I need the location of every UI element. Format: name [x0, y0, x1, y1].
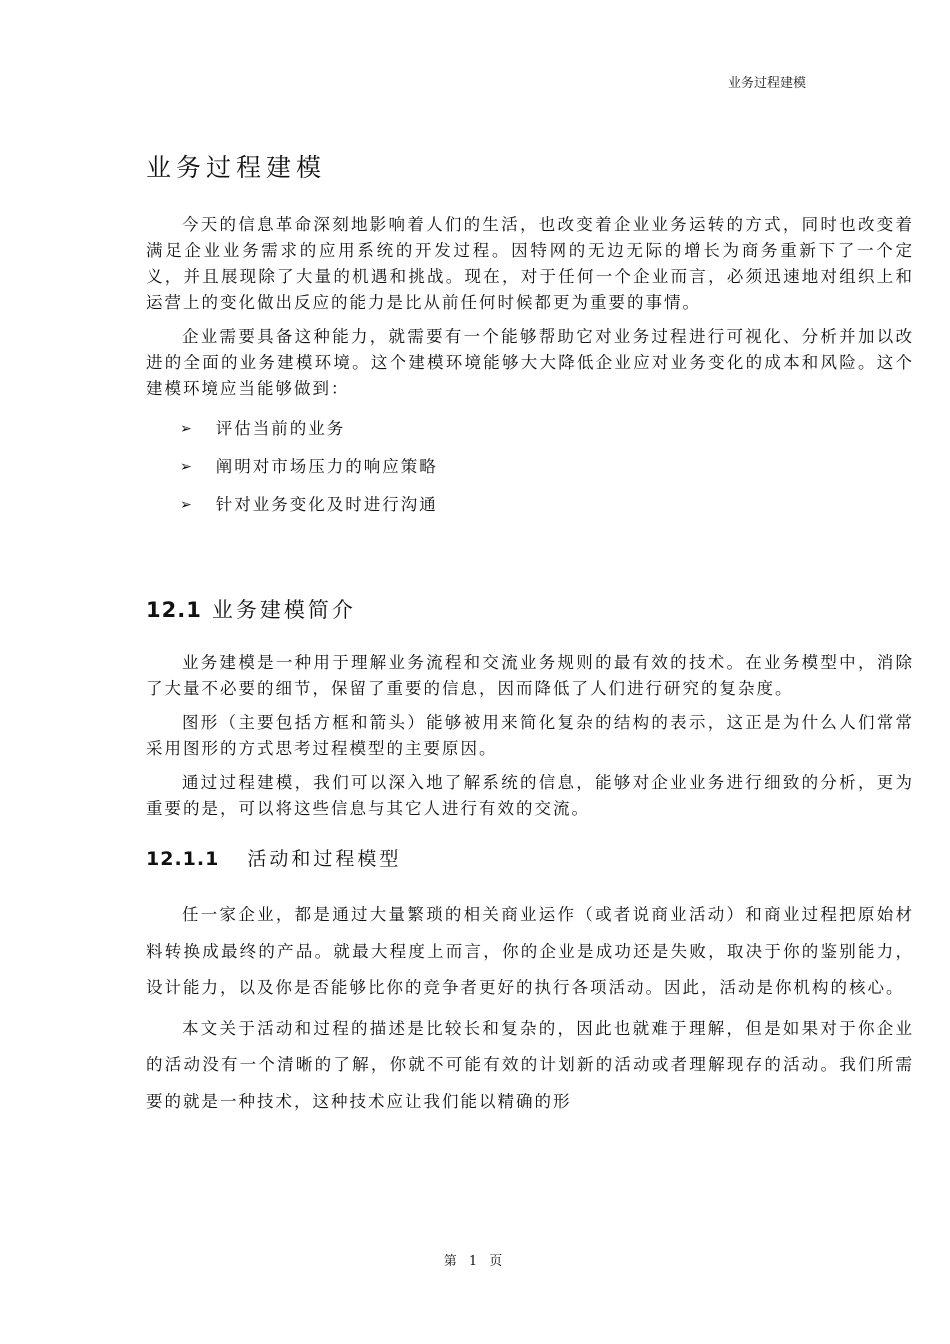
list-item-text: 阐明对市场压力的响应策略 — [215, 457, 438, 476]
section-heading-12-1 — [146, 594, 914, 624]
intro-paragraph-1: 今天的信息革命深刻地影响着人们的生活，也改变着企业业务运转的方式，同时也改变着满足企业业务需求的应用系统的开发过程。因特网的无边无际的增长为商务重新下了一个定义，并且展现除了大量的机遇和挑战。现在，对于任何一个企业而言，必须迅速地对组织上和运营上的变化做出反应的能力是比从前任何时候都更为重要的事情。 — [146, 215, 914, 312]
section-number: 12.1.1 — [146, 848, 220, 870]
arrow-bullet-icon: ➢ — [180, 421, 194, 437]
page-number: 第 1 页 — [443, 1254, 507, 1269]
page-title: 业务过程建模 — [146, 153, 327, 182]
section-title: 业务建模简介 — [211, 598, 356, 622]
list-item — [180, 410, 914, 448]
list-item-text: 评估当前的业务 — [215, 419, 346, 438]
running-header: 业务过程建模 — [727, 76, 806, 91]
list-item — [180, 486, 914, 524]
capability-list — [146, 410, 914, 524]
arrow-bullet-icon: ➢ — [180, 459, 194, 475]
section-12-1-paragraph-1: 业务建模是一种用于理解业务流程和交流业务规则的最有效的技术。在业务模型中，消除了大量不必要的细节，保留了重要的信息，因而降低了人们进行研究的复杂度。 — [146, 653, 914, 698]
section-heading-12-1-1 — [146, 844, 914, 871]
section-title: 活动和过程模型 — [247, 848, 402, 870]
section-12-1-1-paragraph-2: 本文关于活动和过程的描述是比较长和复杂的，因此也就难于理解，但是如果对于你企业的活动没有一个清晰的了解，你就不可能有效的计划新的活动或者理解现存的活动。我们所需要的就是一种技术，这种技术应让我们能以精确的形 — [146, 1018, 914, 1111]
list-item — [180, 448, 914, 486]
intro-paragraph-2: 企业需要具备这种能力，就需要有一个能够帮助它对业务过程进行可视化、分析并加以改进的全面的业务建模环境。这个建模环境能够大大降低企业应对业务变化的成本和风险。这个建模环境应当能够做到： — [146, 327, 914, 398]
section-12-1-paragraph-3: 通过过程建模，我们可以深入地了解系统的信息，能够对企业业务进行细致的分析，更为重要的是，可以将这些信息与其它人进行有效的交流。 — [146, 773, 914, 818]
section-12-1-paragraph-2: 图形（主要包括方框和箭头）能够被用来简化复杂的结构的表示，这正是为什么人们常常采用图形的方式思考过程模型的主要原因。 — [146, 713, 914, 758]
document-body — [146, 140, 914, 1124]
section-12-1-1-paragraph-1: 任一家企业，都是通过大量繁琐的相关商业运作（或者说商业活动）和商业过程把原始材料转换成最终的产品。就最大程度上而言，你的企业是成功还是失败，取决于你的鉴别能力，设计能力，以及你是否能够比你的竞争者更好的执行各项活动。因此，活动是你机构的核心。 — [146, 905, 914, 997]
section-number: 12.1 — [146, 598, 202, 622]
arrow-bullet-icon: ➢ — [180, 497, 194, 513]
list-item-text: 针对业务变化及时进行沟通 — [215, 495, 438, 514]
